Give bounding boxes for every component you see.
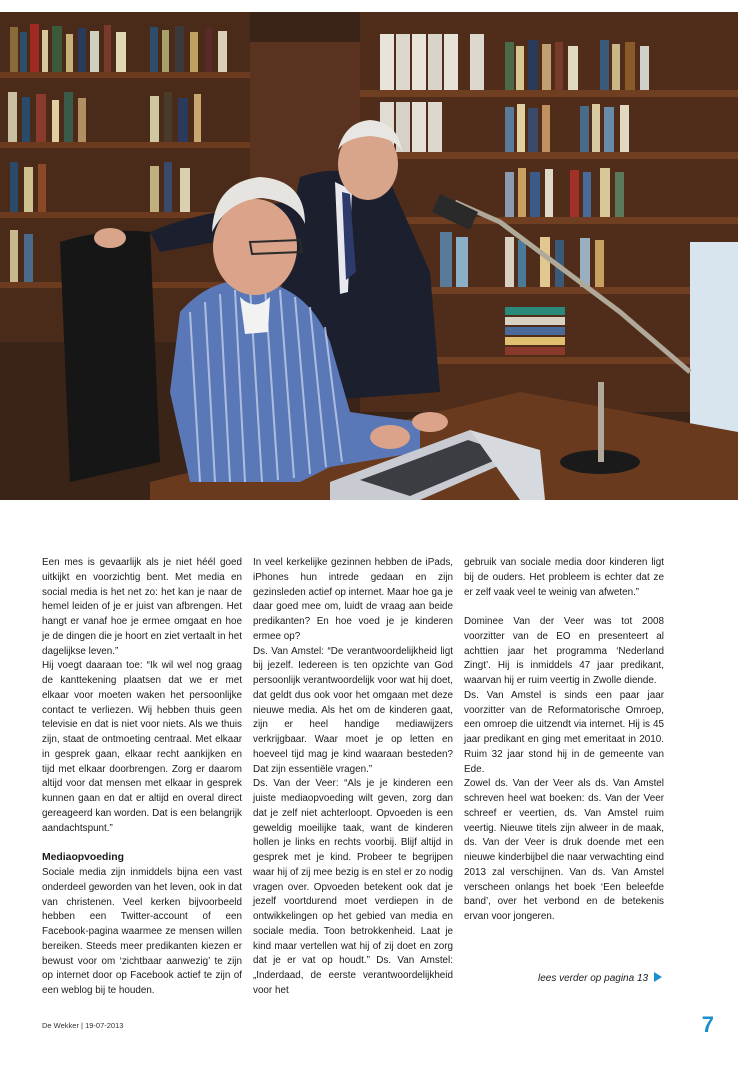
article-column-2: [253, 556, 453, 999]
arrow-right-icon: [654, 972, 662, 982]
article-paragraph: Hij voegt daaraan toe: “Ik wil wel nog graag de kanttekening plaatsen dat we er met elkaar voor moeten waken het persoonlijke contact te verliezen. Wij hebben thuis geen televisie en dat is niet voor niets. Als we thuis zijn, staat de ontmoeting centraal. Met elkaar in gesprek gaan, elkaar recht aankijken en tijd met elkaar doorbrengen. Zorg er daarom altijd voor dat mensen met elkaar in gesprek kunnen gaan en dat er altijd en overal direct gereageerd kan worden. Dat is een belangrijk aandachtspunt.”: [42, 660, 242, 834]
footer-publication: De Wekker | 19-07-2013: [42, 1021, 124, 1030]
article-paragraph: Zowel ds. Van der Veer als ds. Van Amstel schreven heel wat boeken: ds. Van der Veer schreef er veertien, ds. Van Amstel ruim veertig. Nieuwe titels zijn alweer in de maak, ds. Van der Veer is druk doende met een nieuwe kinderbijbel die naar verwachting eind 2013 zal verschijnen. Van ds. Van Amstel verscheen onlangs het boek ‘Een beleefde band’, over het verbond en de betekenis ervan voor jongeren.: [464, 778, 664, 922]
article-paragraph: gebruik van sociale media door kinderen ligt bij de ouders. Het probleem is echter dat ze er zelf vaak veel te weinig van afweten.”: [464, 557, 664, 598]
article-column-1: [42, 556, 242, 999]
article-paragraph: Sociale media zijn inmiddels bijna een vast onderdeel geworden van het leven, ook in dat van christenen. Veel kerken bijvoorbeeld hebben een Twitter-account of een Facebook-pagina waarmee ze mensen willen bereiken. Steeds meer predikanten kiezen er bewust voor om ‘zichtbaar aanwezig’ te zijn op internet door op Facebook actief te zijn of een weblog bij te houden.: [42, 867, 242, 996]
read-more-link[interactable]: [538, 972, 662, 984]
article-photo: [0, 12, 738, 500]
read-more-label: lees verder op pagina 13: [538, 973, 649, 984]
article-paragraph: Dominee Van der Veer was tot 2008 voorzitter van de EO en presenteert al achttien jaar het programma ‘Nederland Zingt’. Hij is inmiddels 47 jaar predikant, waarvan hij er ruim veertig in Zwolle diende.: [464, 616, 664, 686]
article-paragraph: Een mes is gevaarlijk als je niet héél goed uitkijkt en voorzichtig bent. Met media en social media is het net zo: het kan je naar de hemel leiden of je er juist van afbrengen. Het hangt er vanaf hoe je ermee omgaat en hoe je de dingen die je hoort en ziet vertaalt in het dagelijkse leven.”: [42, 557, 242, 657]
article-paragraph: Ds. Van Amstel: “De verantwoordelijkheid ligt bij jezelf. Iedereen is ten opzichte van God persoonlijk verantwoordelijk voor wat hij doet, dat geldt dus ook voor het omgaan met deze nieuwe media. Als het om de kinderen gaat, zijn er heel handige mediawijzers verkrijgbaar. Waar moet je op letten en hoeveel tijd mag je kind waaraan besteden? Dat zijn essentiële vragen.”: [253, 645, 453, 775]
section-subheading: Mediaopvoeding: [42, 852, 124, 864]
article-paragraph: Ds. Van Amstel is sinds een paar jaar voorzitter van de Reformatorische Omroep, een omroep die uitzendt via internet. Hij is 45 jaar predikant en ging met emeritaat in 2010. Ruim 32 jaar stond hij in de gemeente van Ede.: [464, 689, 664, 775]
article-body: [42, 556, 664, 996]
article-paragraph: Ds. Van der Veer: “Als je je kinderen een juiste mediaopvoeding wilt geven, zorg dan dat je zelf niet achterloopt. Opvoeden is een geweldig moeilijke taak, want de kinderen hollen je links en rechts voorbij. Blijf altijd in gesprek met je kind. Probeer te begrijpen waar hij of zij mee bezig is en stel er zo nodig vragen over. Opvoeden betekent ook dat je jezelf voortdurend moet verdiepen in de ontwikkelingen op het gebied van media en sociale media. Toon betrokkenheid. Laat je kind maar vertellen wat hij of zij doet en zorg dat je er vat op houdt.” Ds. Van Amstel: „Inderdaad, de eerste verantwoordelijkheid voor het: [253, 778, 453, 996]
article-column-3: [464, 556, 664, 925]
article-paragraph: In veel kerkelijke gezinnen hebben de iPads, iPhones hun intrede gedaan en zijn gezinsleden actief op internet. Maar hoe ga je daar goed mee om, luidt de vraag aan beide predikanten? En hoe voed je je kinderen ermee op?: [253, 557, 453, 642]
page-number: 7: [701, 1012, 714, 1037]
